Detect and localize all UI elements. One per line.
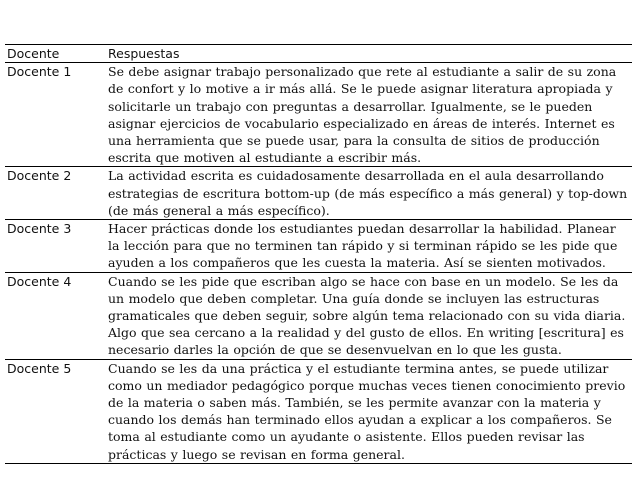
row-response: La actividad escrita es cuidadosamente desarrollada en el aula desarrollando estrategias de escritura bottom-up (de más específico a más general) y top-down (de más general a más específico). [108, 168, 628, 218]
table-header [5, 45, 632, 63]
table-row [5, 167, 632, 220]
table-row [5, 359, 632, 463]
row-response: Cuando se les da una práctica y el estudiante termina antes, se puede utilizar como un mediador pedagógico porque muchas veces tienen conocimiento previo de la materia o saben más. También, se les permite avanzar con la materia y cuando los demás han terminado ellos ayudan a explicar a los compañeros. Se toma al estudiante como un ayudante o asistente. Ellos pueden revisar las prácticas y luego se revisan en forma general. [108, 360, 626, 462]
table-row [5, 63, 632, 167]
header-docente: Docente [7, 46, 60, 61]
row-label: Docente 3 [7, 221, 72, 237]
row-response: Hacer prácticas donde los estudiantes puedan desarrollar la habilidad. Planear la lección para que no terminen tan rápido y si terminan rápido se les pide que ayuden a los compañeros que les cuesta la materia. Así se sienten motivados. [108, 221, 618, 271]
header-respuestas: Respuestas [108, 46, 180, 61]
row-label: Docente 5 [7, 360, 72, 376]
header-row [5, 45, 632, 63]
row-response: Se debe asignar trabajo personalizado que rete al estudiante a salir de su zona de confort y lo motive a ir más allá. Se le puede asignar literatura apropiada y solicitarle un trabajo con preguntas a desarrollar. Igualmente, se le pueden asignar ejercicios de vocabulario especializado en áreas de interés. Internet es una herramienta que se puede usar, para la consulta de sitios de producción escrita que motiven al estudiante a escribir más. [108, 64, 617, 166]
responses-table [5, 44, 632, 464]
row-label: Docente 1 [7, 64, 72, 80]
row-response: Cuando se les pide que escriban algo se hace con base en un modelo. Se les da un modelo que deben completar. Una guía donde se incluyen las estructuras gramaticales que deben seguir, sobre algún tema relacionado con su vida diaria. Algo que sea cercano a la realidad y del gusto de ellos. En writing [escritura] es necesario darles la opción de que se desenvuelvan en lo que les gusta. [108, 273, 626, 358]
table-row [5, 272, 632, 359]
table-body [5, 63, 632, 464]
row-label: Docente 2 [7, 168, 72, 184]
row-label: Docente 4 [7, 273, 72, 289]
table-row [5, 220, 632, 273]
